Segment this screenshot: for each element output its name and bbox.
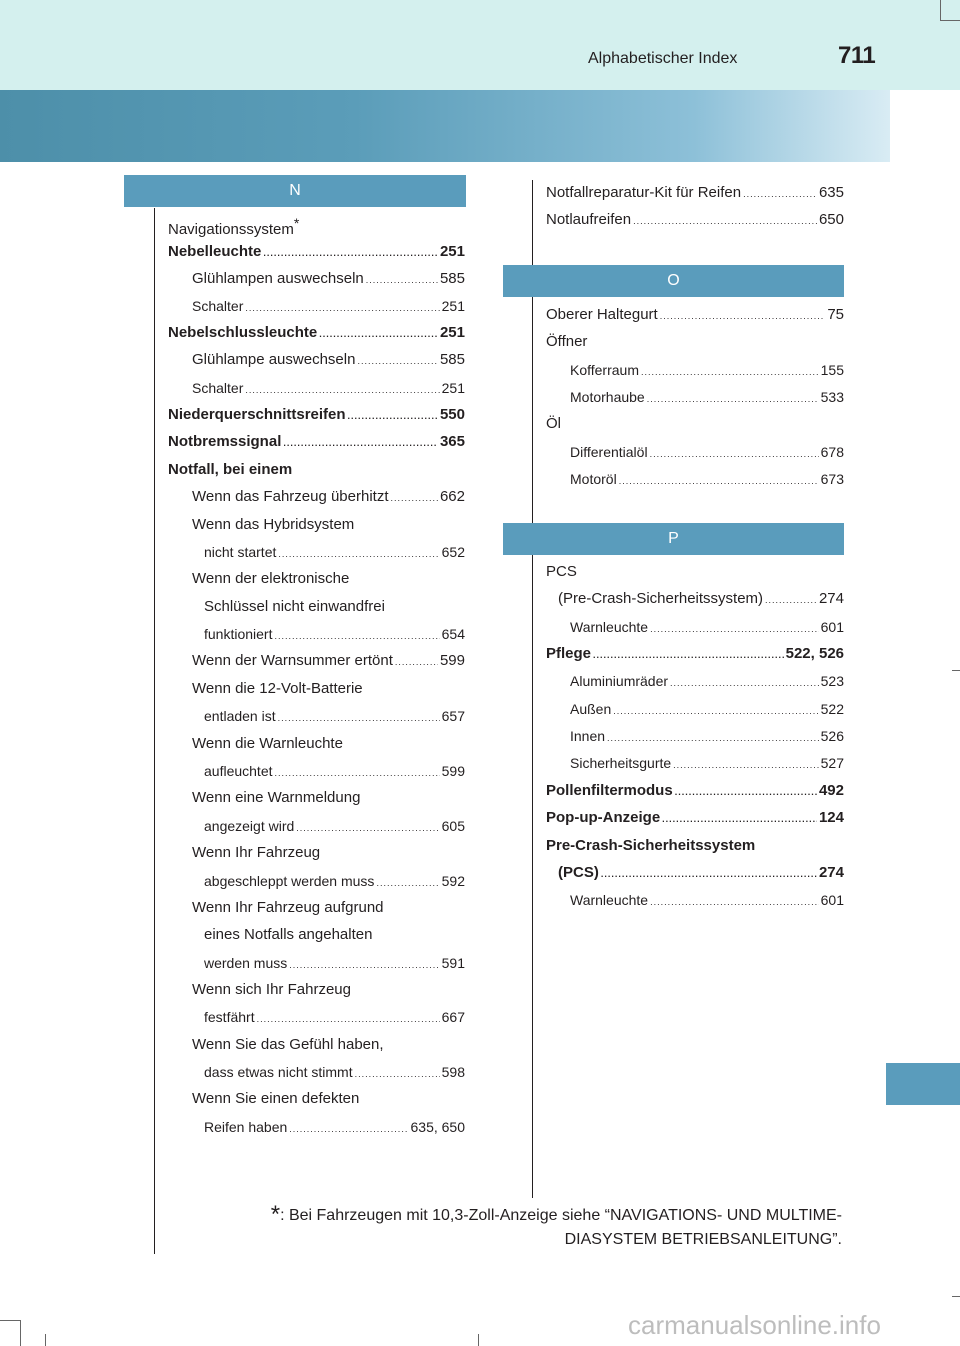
entry-page: 155 xyxy=(820,362,844,378)
footnote-line-1 xyxy=(196,1203,842,1228)
entry-page: 251 xyxy=(439,324,465,341)
entry-label: Notfallreparatur-Kit für Reifen xyxy=(546,184,742,201)
index-subentry xyxy=(192,788,360,808)
index-subentry xyxy=(192,296,465,318)
crop-mark xyxy=(940,0,941,20)
entry-page: 657 xyxy=(441,708,465,724)
entry-label: Nebelschlussleuchte xyxy=(168,324,318,341)
section-header-o: O xyxy=(503,265,844,297)
entry-page: 526 xyxy=(820,728,844,744)
index-subentry xyxy=(204,1117,465,1139)
entry-page: 365 xyxy=(439,433,465,450)
entry-page: 592 xyxy=(441,873,465,889)
footnote-marker: * xyxy=(270,1201,281,1228)
index-subentry xyxy=(570,699,844,721)
entry-label: Niederquerschnittsreifen xyxy=(168,406,346,423)
entry-label: Differentialöl xyxy=(570,444,648,460)
entry-label: Sicherheitsgurte xyxy=(570,755,672,771)
entry-label: dass etwas nicht stimmt xyxy=(204,1064,353,1080)
index-subentry xyxy=(204,624,465,646)
index-subentry xyxy=(204,925,372,945)
entry-label: Außen xyxy=(570,701,612,717)
entry-label: Pflege xyxy=(546,645,592,662)
index-subentry xyxy=(192,679,363,699)
entry-label: Wenn sich Ihr Fahrzeug xyxy=(192,981,351,998)
index-subentry xyxy=(570,617,844,639)
index-subentry xyxy=(204,953,465,975)
crop-mark xyxy=(952,1296,960,1297)
entry-page: 635 xyxy=(818,184,844,201)
entry-label: Schlüssel nicht einwandfrei xyxy=(204,598,385,615)
header-title: Alphabetischer Index xyxy=(588,50,738,67)
entry-page: 251 xyxy=(441,380,465,396)
index-subentry xyxy=(192,269,465,290)
index-subentry xyxy=(192,980,351,1000)
entry-label: werden muss xyxy=(204,955,288,971)
index-subentry xyxy=(192,1035,384,1055)
entry-label: Wenn eine Warnmeldung xyxy=(192,789,361,806)
index-subentry xyxy=(204,816,465,838)
entry-label: Pollenfiltermodus xyxy=(546,782,673,799)
index-subentry xyxy=(192,515,354,535)
entry-label: Notbremssignal xyxy=(168,433,282,450)
index-subentry xyxy=(570,360,844,382)
crop-mark xyxy=(478,1334,479,1346)
entry-label: aufleuchtet xyxy=(204,763,273,779)
index-entry xyxy=(168,460,292,480)
crop-mark xyxy=(45,1334,46,1346)
index-subentry xyxy=(204,542,465,564)
entry-label: (PCS) xyxy=(558,864,599,881)
index-entry xyxy=(546,210,844,231)
entry-page: 662 xyxy=(439,488,465,505)
index-subentry xyxy=(570,469,844,491)
index-entry xyxy=(558,863,844,884)
entry-label: Wenn Ihr Fahrzeug xyxy=(192,844,321,861)
entry-page: 605 xyxy=(441,818,465,834)
entry-page: 601 xyxy=(820,892,844,908)
entry-label: funktioniert xyxy=(204,626,273,642)
crop-mark xyxy=(20,1320,21,1346)
index-subentry xyxy=(570,442,844,464)
entry-label: Aluminiumräder xyxy=(570,673,669,689)
entry-page: 124 xyxy=(818,809,844,826)
watermark: carmanualsonline.info xyxy=(628,1310,881,1340)
entry-page: 591 xyxy=(441,955,465,971)
entry-page: 650 xyxy=(818,211,844,228)
entry-page: 251 xyxy=(441,298,465,314)
entry-page: 251 xyxy=(439,243,465,260)
index-entry xyxy=(168,242,465,263)
entry-label: Kofferraum xyxy=(570,362,639,378)
entry-page: 599 xyxy=(441,763,465,779)
entry-label: angezeigt wird xyxy=(204,818,295,834)
entry-label: Motorhaube xyxy=(570,389,645,405)
entry-label: Innen xyxy=(570,728,606,744)
entry-label: abgeschleppt werden muss xyxy=(204,873,375,889)
entry-label: Öffner xyxy=(546,333,588,350)
entry-label: entladen ist xyxy=(204,708,276,724)
index-entry xyxy=(546,808,844,829)
entry-page: 667 xyxy=(441,1009,465,1025)
entry-page: 522, 526 xyxy=(785,645,844,662)
page-number: 711 xyxy=(838,42,876,69)
header-band xyxy=(0,0,960,90)
column-divider-middle xyxy=(532,180,533,1198)
entry-page: 599 xyxy=(439,652,465,669)
entry-label: Wenn Sie einen defekten xyxy=(192,1090,360,1107)
index-entry xyxy=(168,213,299,240)
entry-label: festfährt xyxy=(204,1009,255,1025)
index-subentry xyxy=(192,843,320,863)
index-subentry xyxy=(192,569,349,589)
index-entry xyxy=(546,836,755,856)
index-subentry xyxy=(570,890,844,912)
crop-mark xyxy=(0,1320,20,1321)
entry-page: 652 xyxy=(441,544,465,560)
index-subentry xyxy=(192,651,465,672)
entry-page: 492 xyxy=(818,782,844,799)
entry-page: 673 xyxy=(820,471,844,487)
entry-label: Notfall, bei einem xyxy=(168,461,293,478)
entry-label: Warnleuchte xyxy=(570,619,649,635)
index-subentry xyxy=(570,726,844,748)
index-subentry xyxy=(192,350,465,371)
index-subentry xyxy=(192,898,384,918)
entry-label: Wenn der elektronische xyxy=(192,570,350,587)
footnote-text: : Bei Fahrzeugen mit 10,3-Zoll-Anzeige siehe “NAVIGATIONS- UND MULTIME- xyxy=(280,1207,842,1224)
entry-page: 522 xyxy=(820,701,844,717)
footnote-line-2: DIASYSTEM BETRIEBSANLEITUNG”. xyxy=(564,1231,842,1248)
entry-label: Notlaufreifen xyxy=(546,211,632,228)
index-subentry xyxy=(192,378,465,400)
index-entry xyxy=(546,644,844,665)
index-subentry xyxy=(204,1007,465,1029)
index-subentry xyxy=(204,761,465,783)
section-header-n: N xyxy=(124,175,466,207)
entry-label: Wenn Ihr Fahrzeug aufgrund xyxy=(192,899,384,916)
crop-mark xyxy=(952,670,960,671)
index-subentry xyxy=(192,734,343,754)
entry-label: Wenn die Warnleuchte xyxy=(192,735,343,752)
index-entry xyxy=(546,332,587,352)
index-subentry xyxy=(204,597,385,617)
entry-page: 585 xyxy=(439,270,465,287)
section-header-p: P xyxy=(503,523,844,555)
chapter-tab xyxy=(886,1063,960,1105)
entry-label: (Pre-Crash-Sicherheitssystem) xyxy=(558,590,764,607)
entry-page: 75 xyxy=(827,306,844,323)
footnote xyxy=(196,1203,842,1252)
entry-page: 533 xyxy=(820,389,844,405)
index-entry xyxy=(168,405,465,426)
index-subentry xyxy=(192,1089,359,1109)
index-entry xyxy=(546,781,844,802)
entry-page: 598 xyxy=(441,1064,465,1080)
entry-page: 635, 650 xyxy=(410,1119,465,1135)
entry-label: Wenn die 12-Volt-Batterie xyxy=(192,680,363,697)
index-subentry xyxy=(204,1062,465,1084)
entry-label: Wenn der Warnsummer ertönt xyxy=(192,652,393,669)
entry-label: Warnleuchte xyxy=(570,892,649,908)
index-subentry xyxy=(570,671,844,693)
entry-page: 523 xyxy=(820,673,844,689)
index-entry xyxy=(546,562,577,582)
footnote-marker: * xyxy=(293,215,300,231)
entry-page: 274 xyxy=(818,864,844,881)
entry-label: Wenn das Fahrzeug überhitzt xyxy=(192,488,389,505)
entry-label: Wenn das Hybridsystem xyxy=(192,516,355,533)
entry-page: 678 xyxy=(820,444,844,460)
entry-page: 274 xyxy=(818,590,844,607)
entry-label: Glühlampe auswechseln xyxy=(192,351,356,368)
index-subentry xyxy=(570,387,844,409)
index-entry xyxy=(168,323,465,344)
entry-page: 585 xyxy=(439,351,465,368)
entry-label: Öl xyxy=(546,415,561,432)
entry-page: 601 xyxy=(820,619,844,635)
index-subentry xyxy=(204,706,465,728)
entry-label: Oberer Haltegurt xyxy=(546,306,658,323)
index-subentry xyxy=(204,871,465,893)
entry-label: Schalter xyxy=(192,298,244,314)
entry-page: 550 xyxy=(439,406,465,423)
entry-label: Pop-up-Anzeige xyxy=(546,809,661,826)
entry-label: Schalter xyxy=(192,380,244,396)
entry-page: 527 xyxy=(820,755,844,771)
entry-label: nicht startet xyxy=(204,544,277,560)
entry-label: Reifen haben xyxy=(204,1119,288,1135)
index-subentry xyxy=(192,487,465,508)
column-divider-left xyxy=(154,208,155,1254)
header-banner xyxy=(0,90,890,162)
entry-label: Motoröl xyxy=(570,471,617,487)
crop-mark xyxy=(940,20,960,21)
entry-label: Glühlampen auswechseln xyxy=(192,270,364,287)
entry-label: Nebelleuchte xyxy=(168,243,262,260)
entry-page: 654 xyxy=(441,626,465,642)
index-entry xyxy=(168,432,465,453)
index-entry xyxy=(546,414,561,434)
entry-label: Pre-Crash-Sicherheitssystem xyxy=(546,837,756,854)
index-subentry xyxy=(570,753,844,775)
entry-label: Wenn Sie das Gefühl haben, xyxy=(192,1036,384,1053)
index-entry xyxy=(558,589,844,610)
index-entry xyxy=(546,305,844,326)
entry-label: PCS xyxy=(546,563,577,580)
entry-label: Navigationssystem xyxy=(168,221,294,238)
index-entry xyxy=(546,183,844,204)
entry-label: eines Notfalls angehalten xyxy=(204,926,373,943)
